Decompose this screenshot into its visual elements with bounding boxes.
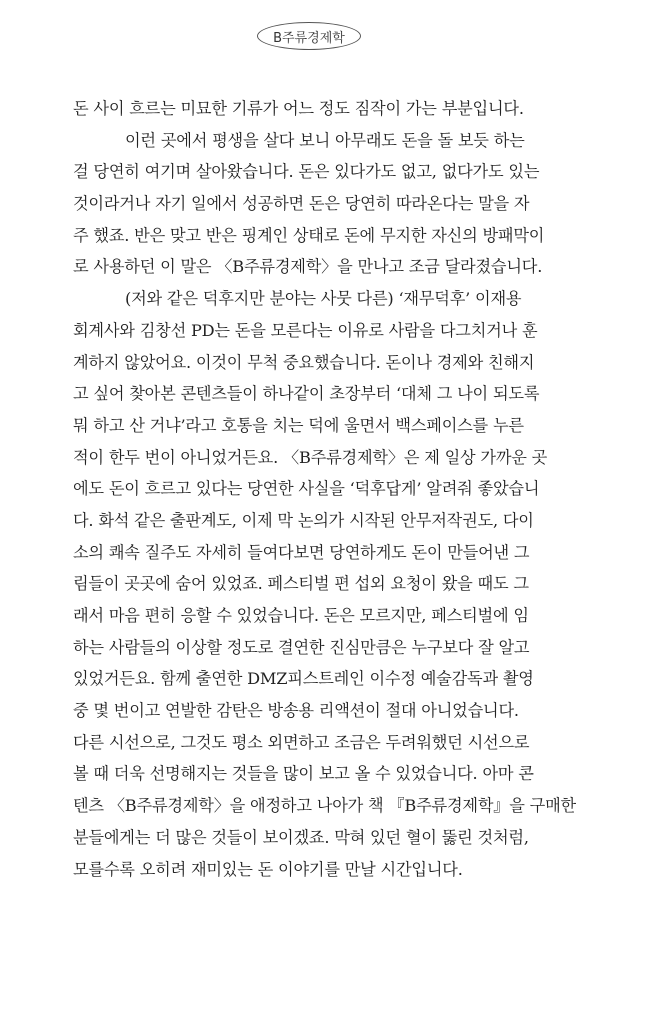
text-line: 래서 마음 편히 응할 수 있었습니다. 돈은 모르지만, 페스티벌에 임 bbox=[73, 606, 529, 625]
text-line: 다른 시선으로, 그것도 평소 외면하고 조금은 두려워했던 시선으로 bbox=[73, 732, 530, 752]
text-line: 있었거든요. 함께 출연한 DMZ피스트레인 이수정 예술감독과 촬영 bbox=[73, 669, 534, 689]
text-line: 계하지 않았어요. 이것이 무척 중요했습니다. 돈이나 경제와 친해지 bbox=[73, 352, 535, 372]
text-line: 적이 한두 번이 아니었거든요. 〈B주류경제학〉은 제 일상 가까운 곳 bbox=[73, 447, 548, 467]
text-line: 소의 쾌속 질주도 자세히 들여다보면 당연하게도 돈이 만들어낸 그 bbox=[73, 542, 530, 562]
text-line: 하는 사람들의 이상할 정도로 결연한 진심만큼은 누구보다 잘 알고 bbox=[73, 637, 530, 657]
running-header-title: B주류경제학 bbox=[257, 22, 361, 50]
text-line: 것이라거나 자기 일에서 성공하면 돈은 당연히 따라온다는 말을 자 bbox=[73, 194, 530, 214]
text-line: 중 몇 번이고 연발한 감탄은 방송용 리액션이 절대 아니었습니다. bbox=[73, 701, 519, 721]
text-line: 로 사용하던 이 말은 〈B주류경제학〉을 만나고 조금 달라졌습니다. bbox=[73, 257, 543, 277]
text-line: 볼 때 더욱 선명해지는 것들을 많이 보고 올 수 있었습니다. 아마 콘 bbox=[73, 764, 534, 784]
text-line: 림들이 곳곳에 숨어 있었죠. 페스티벌 편 섭외 요청이 왔을 때도 그 bbox=[73, 574, 529, 594]
text-line: 걸 당연히 여기며 살아왔습니다. 돈은 있다가도 없고, 없다가도 있는 bbox=[73, 162, 540, 182]
text-line: 뭐 하고 산 거냐’라고 호통을 치는 덕에 울면서 백스페이스를 누른 bbox=[73, 415, 524, 435]
text-line: (저와 같은 덕후지만 분야는 사뭇 다른) ‘재무덕후’ 이재용 bbox=[125, 289, 522, 309]
text-line: 돈 사이 흐르는 미묘한 기류가 어느 정도 짐작이 가는 부분입니다. bbox=[73, 99, 524, 118]
text-line: 분들에게는 더 많은 것들이 보이겠죠. 막혀 있던 혈이 뚫린 것처럼, bbox=[73, 827, 529, 847]
text-line: 다. 화석 같은 출판계도, 이제 막 논의가 시작된 안무저작권도, 다이 bbox=[73, 510, 534, 530]
text-line: 모를수록 오히려 재미있는 돈 이야기를 만날 시간입니다. bbox=[73, 859, 463, 879]
text-line: 회계사와 김창선 PD는 돈을 모른다는 이유로 사람을 다그치거나 훈 bbox=[73, 320, 538, 340]
body-text bbox=[73, 93, 593, 885]
text-line: 고 싶어 찾아본 콘텐츠들이 하나같이 초장부터 ‘대체 그 나이 되도록 bbox=[73, 384, 540, 404]
text-line: 이런 곳에서 평생을 살다 보니 아무래도 돈을 돌 보듯 하는 bbox=[125, 130, 525, 150]
text-line: 에도 돈이 흐르고 있다는 당연한 사실을 ‘덕후답게’ 알려줘 좋았습니 bbox=[73, 479, 540, 499]
text-line: 주 했죠. 반은 맞고 반은 핑계인 상태로 돈에 무지한 자신의 방패막이 bbox=[73, 225, 545, 245]
text-line: 텐츠 〈B주류경제학〉을 애정하고 나아가 책 『B주류경제학』을 구매한 bbox=[73, 796, 576, 816]
